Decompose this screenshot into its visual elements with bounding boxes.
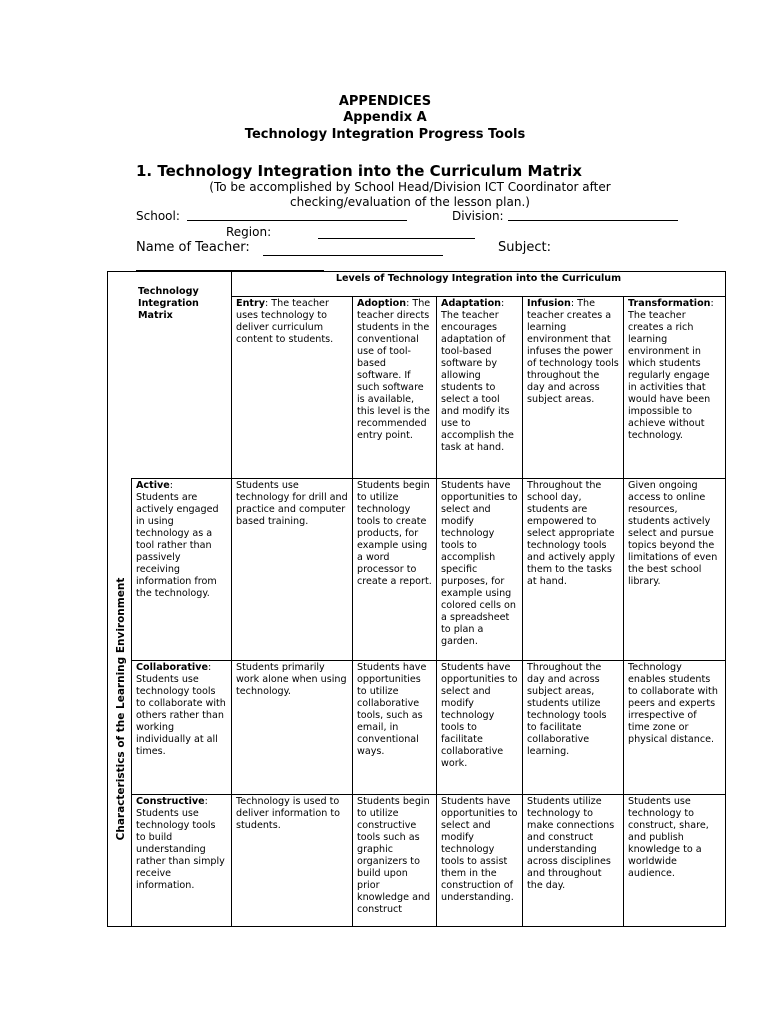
teacher-name-label: Name of Teacher: [136,240,250,255]
level-entry: Entry: The teacher uses technology to deliver curriculum content to students. [232,297,353,479]
region-label: Region: [226,225,272,239]
table-row [108,479,726,661]
table-cell: Students use technology to construct, share, and publish knowledge to a worldwide audience. [624,795,726,927]
characteristic-collaborative: Collaborative: Students use technology tools to collaborate with others rather than working individually at all times. [132,661,232,795]
division-field[interactable] [508,208,678,221]
table-cell: Students begin to utilize constructive tools such as graphic organizers to build upon prior knowledge and construct [353,795,437,927]
table-cell: Students have opportunities to select and modify technology tools to accomplish specific purposes, for example using colored cells on a spreadsheet to plan a garden. [437,479,523,661]
characteristic-active: Active: Students are actively engaged in using technology as a tool rather than passively receiving information from the technology. [132,479,232,661]
school-label: School: [136,209,180,223]
table-row [108,795,726,927]
table-cell: Students have opportunities to utilize collaborative tools, such as email, in conventional ways. [353,661,437,795]
level-infusion: Infusion: The teacher creates a learning environment that infuses the power of technology tools throughout the day and across subject areas. [523,297,624,479]
table-cell: Students have opportunities to select and modify technology tools to assist them in the construction of understanding. [437,795,523,927]
instruction-line-2: checking/evaluation of the lesson plan.) [290,195,530,209]
table-cell: Technology enables students to collaborate with peers and experts irrespective of time zone or physical distance. [624,661,726,795]
table-row [108,661,726,795]
sidebar-label: Characteristics of the Learning Environment [115,577,127,840]
subject-field[interactable] [136,260,324,271]
table-cell: Students utilize technology to make connections and construct understanding across disciplines and throughout the day. [523,795,624,927]
table-cell: Throughout the day and across subject areas, students utilize technology tools to facilitate collaborative learning. [523,661,624,795]
table-cell: Students have opportunities to select and modify technology tools to facilitate collaborative work. [437,661,523,795]
characteristic-constructive: Constructive: Students use technology tools to build understanding rather than simply receive information. [132,795,232,927]
table-cell: Technology is used to deliver information to students. [232,795,353,927]
subject-label: Subject: [498,240,551,255]
table-cell: Given ongoing access to online resources, students actively select and pursue topics beyond the limitations of even the best school library. [624,479,726,661]
instruction-line-1: (To be accomplished by School Head/Division ICT Coordinator after [209,180,611,194]
level-transformation: Transformation: The teacher creates a rich learning environment in which students regularly engage in activities that would have been impossible to achieve without technology. [624,297,726,479]
table-cell: Students begin to utilize technology tools to create products, for example using a word processor to create a report. [353,479,437,661]
integration-matrix-table [107,271,726,927]
teacher-name-field[interactable] [263,243,443,256]
appendices-heading: APPENDICES [338,94,432,109]
table-cell: Students primarily work alone when using technology. [232,661,353,795]
appendix-a-heading: Appendix A [343,110,427,125]
level-adaptation: Adaptation: The teacher encourages adaptation of tool-based software by allowing students to select a tool and modify its use to accomplish the task at hand. [437,297,523,479]
section-title: 1. Technology Integration into the Curriculum Matrix [136,162,582,180]
school-field[interactable] [187,208,407,221]
table-cell: Students use technology for drill and practice and computer based training. [232,479,353,661]
table-cell: Throughout the school day, students are empowered to select appropriate technology tools and actively apply them to the tasks at hand. [523,479,624,661]
region-field[interactable] [318,226,475,239]
document-subtitle: Technology Integration Progress Tools [244,127,526,142]
levels-title-row [108,272,726,297]
level-adoption: Adoption: The teacher directs students in the conventional use of tool-based software. If such software is available, this level is the recommended entry point. [353,297,437,479]
division-label: Division: [452,209,504,223]
matrix-corner-label: Technology Integration Matrix [108,272,232,479]
characteristics-sidebar [108,479,132,927]
levels-title: Levels of Technology Integration into the Curriculum [232,272,726,297]
